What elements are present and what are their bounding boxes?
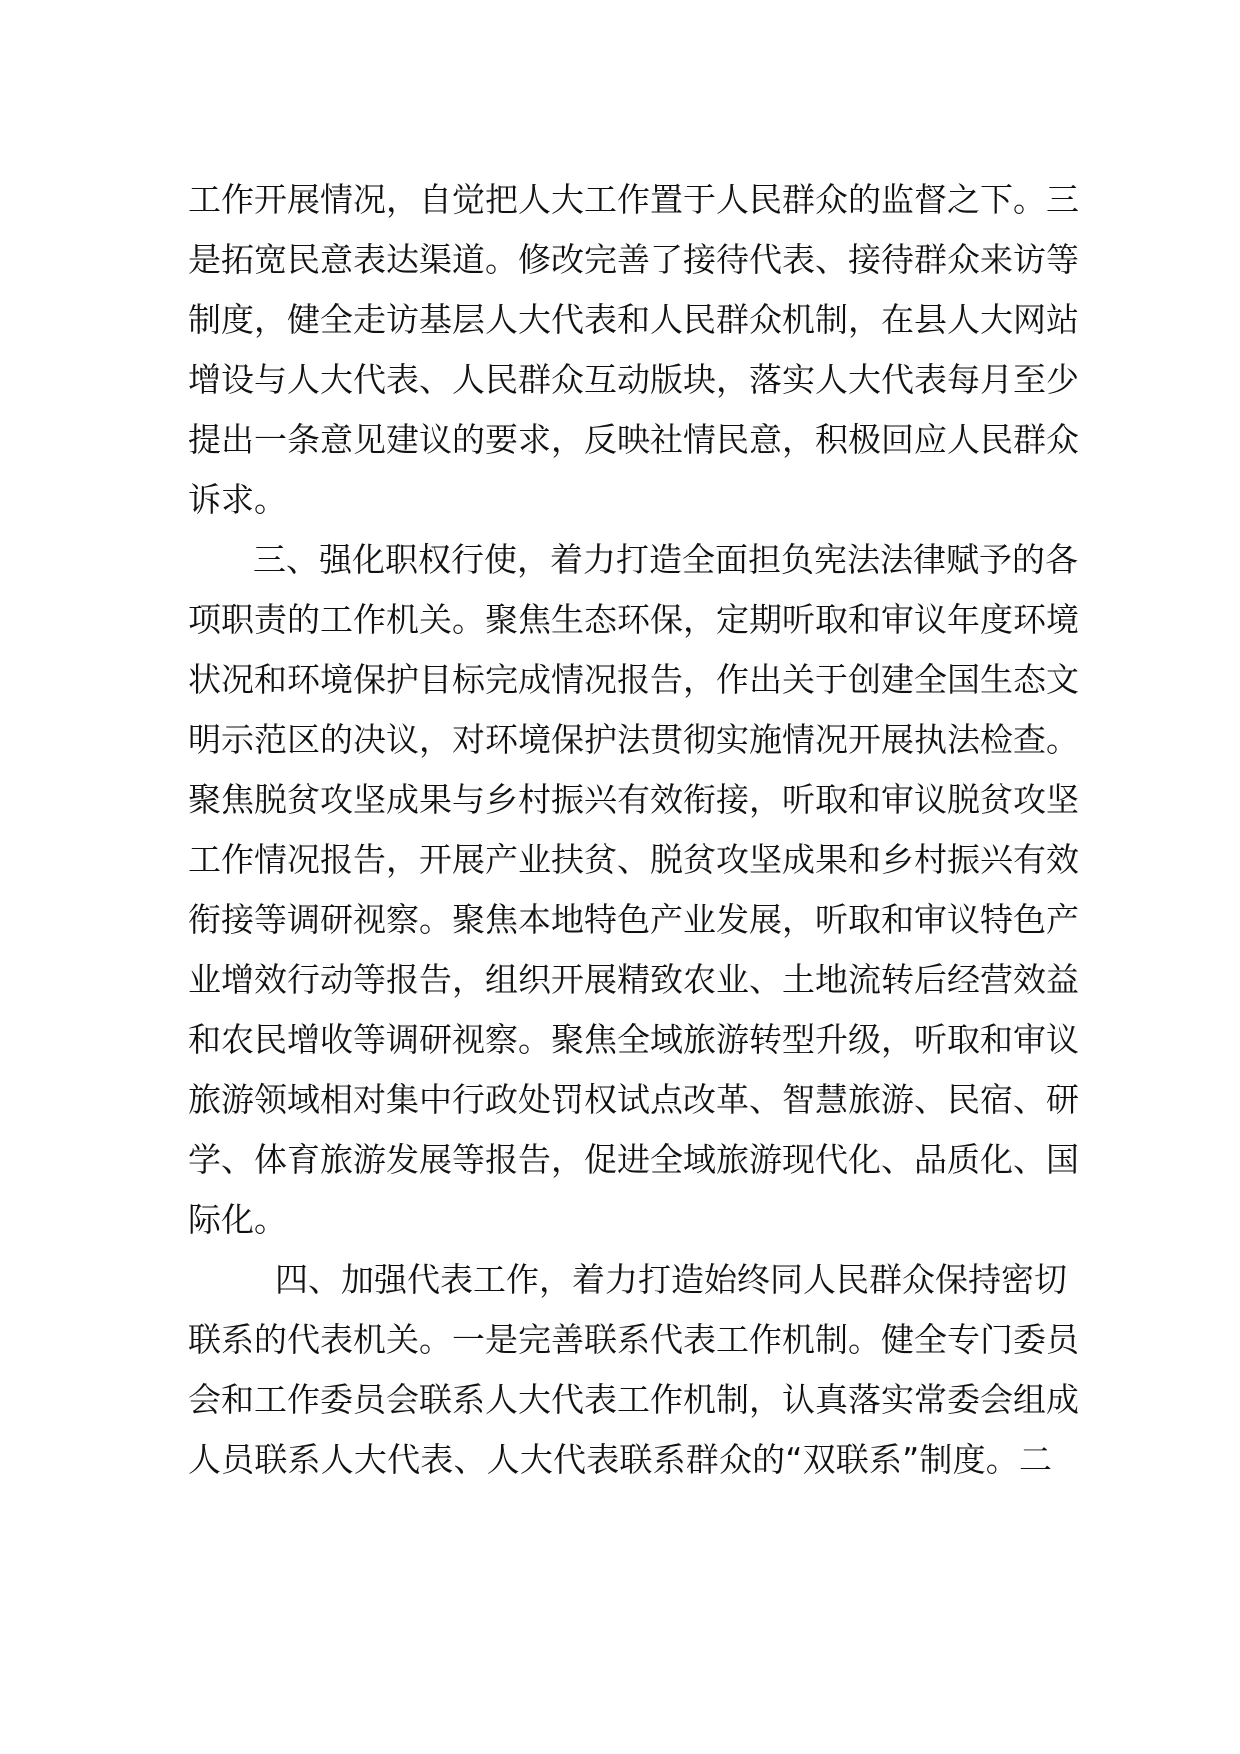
text-line: 会和工作委员会联系人大代表工作机制，认真落实常委会组成 xyxy=(188,1380,1079,1419)
text-line: 提出一条意见建议的要求，反映社情民意，积极回应人民群众 xyxy=(188,420,1079,459)
text-line: 制度，健全走访基层人大代表和人民群众机制，在县人大网站 xyxy=(188,300,1079,339)
text-line: 诉求。 xyxy=(188,480,287,519)
text-line: 增设与人大代表、人民群众互动版块，落实人大代表每月至少 xyxy=(188,360,1079,399)
text-line: 工作情况报告，开展产业扶贫、脱贫攻坚成果和乡村振兴有效 xyxy=(188,840,1079,879)
text-line: 是拓宽民意表达渠道。修改完善了接待代表、接待群众来访等 xyxy=(188,240,1079,279)
text-line: 联系的代表机关。一是完善联系代表工作机制。健全专门委员 xyxy=(188,1320,1079,1359)
text-line: 和农民增收等调研视察。聚焦全域旅游转型升级，听取和审议 xyxy=(188,1020,1079,1059)
text-line: 学、体育旅游发展等报告，促进全域旅游现代化、品质化、国 xyxy=(188,1140,1079,1179)
text-line: 聚焦脱贫攻坚成果与乡村振兴有效衔接，听取和审议脱贫攻坚 xyxy=(188,780,1079,819)
text-line: 衔接等调研视察。聚焦本地特色产业发展，听取和审议特色产 xyxy=(188,900,1079,939)
section-heading-line: 四、加强代表工作，着力打造始终同人民群众保持密切 xyxy=(275,1260,1067,1299)
text-line: 业增效行动等报告，组织开展精致农业、土地流转后经营效益 xyxy=(188,960,1079,999)
text-line: 状况和环境保护目标完成情况报告，作出关于创建全国生态文 xyxy=(188,660,1079,699)
text-line: 工作开展情况，自觉把人大工作置于人民群众的监督之下。三 xyxy=(188,180,1079,219)
text-line: 人员联系人大代表、人大代表联系群众的“双联系”制度。二 xyxy=(188,1440,1052,1479)
section-heading-line: 三、强化职权行使，着力打造全面担负宪法法律赋予的各 xyxy=(253,540,1078,579)
text-line: 项职责的工作机关。聚焦生态环保，定期听取和审议年度环境 xyxy=(188,600,1079,639)
text-line: 明示范区的决议，对环境保护法贯彻实施情况开展执法检查。 xyxy=(188,720,1079,759)
text-line: 旅游领域相对集中行政处罚权试点改革、智慧旅游、民宿、研 xyxy=(188,1080,1079,1119)
text-line: 际化。 xyxy=(188,1200,287,1239)
